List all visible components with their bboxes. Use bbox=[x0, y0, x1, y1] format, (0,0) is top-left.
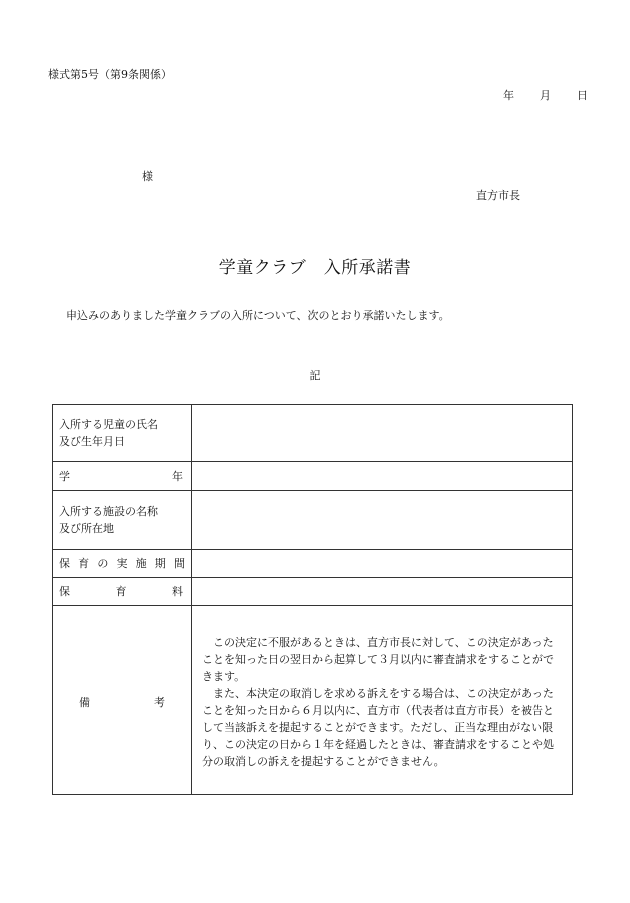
care-period-char: 保 bbox=[59, 557, 70, 570]
child-name-value bbox=[192, 405, 573, 462]
day-label: 日 bbox=[577, 89, 588, 102]
grade-label bbox=[53, 462, 192, 491]
care-period-char: の bbox=[97, 557, 109, 570]
table-row bbox=[53, 606, 573, 795]
facility-value bbox=[192, 491, 573, 550]
care-period-char: 施 bbox=[135, 557, 147, 570]
care-period-char: 間 bbox=[173, 557, 185, 570]
care-period-value bbox=[192, 550, 573, 578]
care-fee-char: 育 bbox=[115, 585, 127, 598]
remarks-label bbox=[53, 606, 192, 795]
remarks-value bbox=[192, 606, 573, 795]
facility-label-line2: 及び所在地 bbox=[59, 522, 114, 535]
care-fee-value bbox=[192, 578, 573, 606]
care-period-char: 実 bbox=[116, 557, 128, 570]
child-name-label-line1: 入所する児童の氏名 bbox=[59, 418, 158, 431]
table-row bbox=[53, 405, 573, 462]
date-line bbox=[503, 87, 588, 103]
facility-label bbox=[53, 491, 192, 550]
care-period-char: 期 bbox=[154, 557, 166, 570]
document-title: 学童クラブ 入所承諾書 bbox=[218, 258, 412, 278]
issuer: 直方市長 bbox=[476, 189, 520, 202]
intro-text: 申込みのありました学童クラブの入所について、次のとおり承諾いたします。 bbox=[66, 309, 450, 322]
care-period-char: 育 bbox=[78, 557, 90, 570]
approval-table bbox=[52, 404, 573, 795]
month-label: 月 bbox=[540, 89, 551, 102]
facility-label-line1: 入所する施設の名称 bbox=[59, 505, 158, 518]
grade-label-char: 年 bbox=[172, 469, 183, 483]
table-row bbox=[53, 491, 573, 550]
remarks-label-char: 考 bbox=[154, 695, 165, 709]
table-row bbox=[53, 550, 573, 578]
care-fee-char: 料 bbox=[172, 585, 183, 598]
remarks-paragraph: この決定に不服があるときは、直方市長に対して、この決定があったことを知った日の翌日から起算して３月以内に審査請求をすることができます。 bbox=[202, 636, 554, 683]
grade-value bbox=[192, 462, 573, 491]
ki-marker: 記 bbox=[309, 369, 321, 382]
care-period-label bbox=[53, 550, 192, 578]
table-row bbox=[53, 462, 573, 491]
grade-label-char: 学 bbox=[59, 469, 70, 483]
care-fee-label bbox=[53, 578, 192, 606]
year-label: 年 bbox=[503, 89, 514, 102]
addressee-suffix: 様 bbox=[142, 170, 153, 183]
table-row bbox=[53, 578, 573, 606]
child-name-label-line2: 及び生年月日 bbox=[59, 435, 125, 448]
child-name-label bbox=[53, 405, 192, 462]
remarks-label-char: 備 bbox=[79, 695, 90, 709]
form-number: 様式第5号（第9条関係） bbox=[48, 68, 172, 81]
care-fee-char: 保 bbox=[59, 585, 70, 598]
remarks-paragraph: また、本決定の取消しを求める訴えをする場合は、この決定があったことを知った日から６月以内に、直方市（代表者は直方市長）を被告として当該訴えを提起することができます。ただし、正当な理由がない限り、この決定の日から１年を経過したときは、審査請求をすることや処分の取消しの訴えを提起することができません。 bbox=[202, 687, 554, 768]
